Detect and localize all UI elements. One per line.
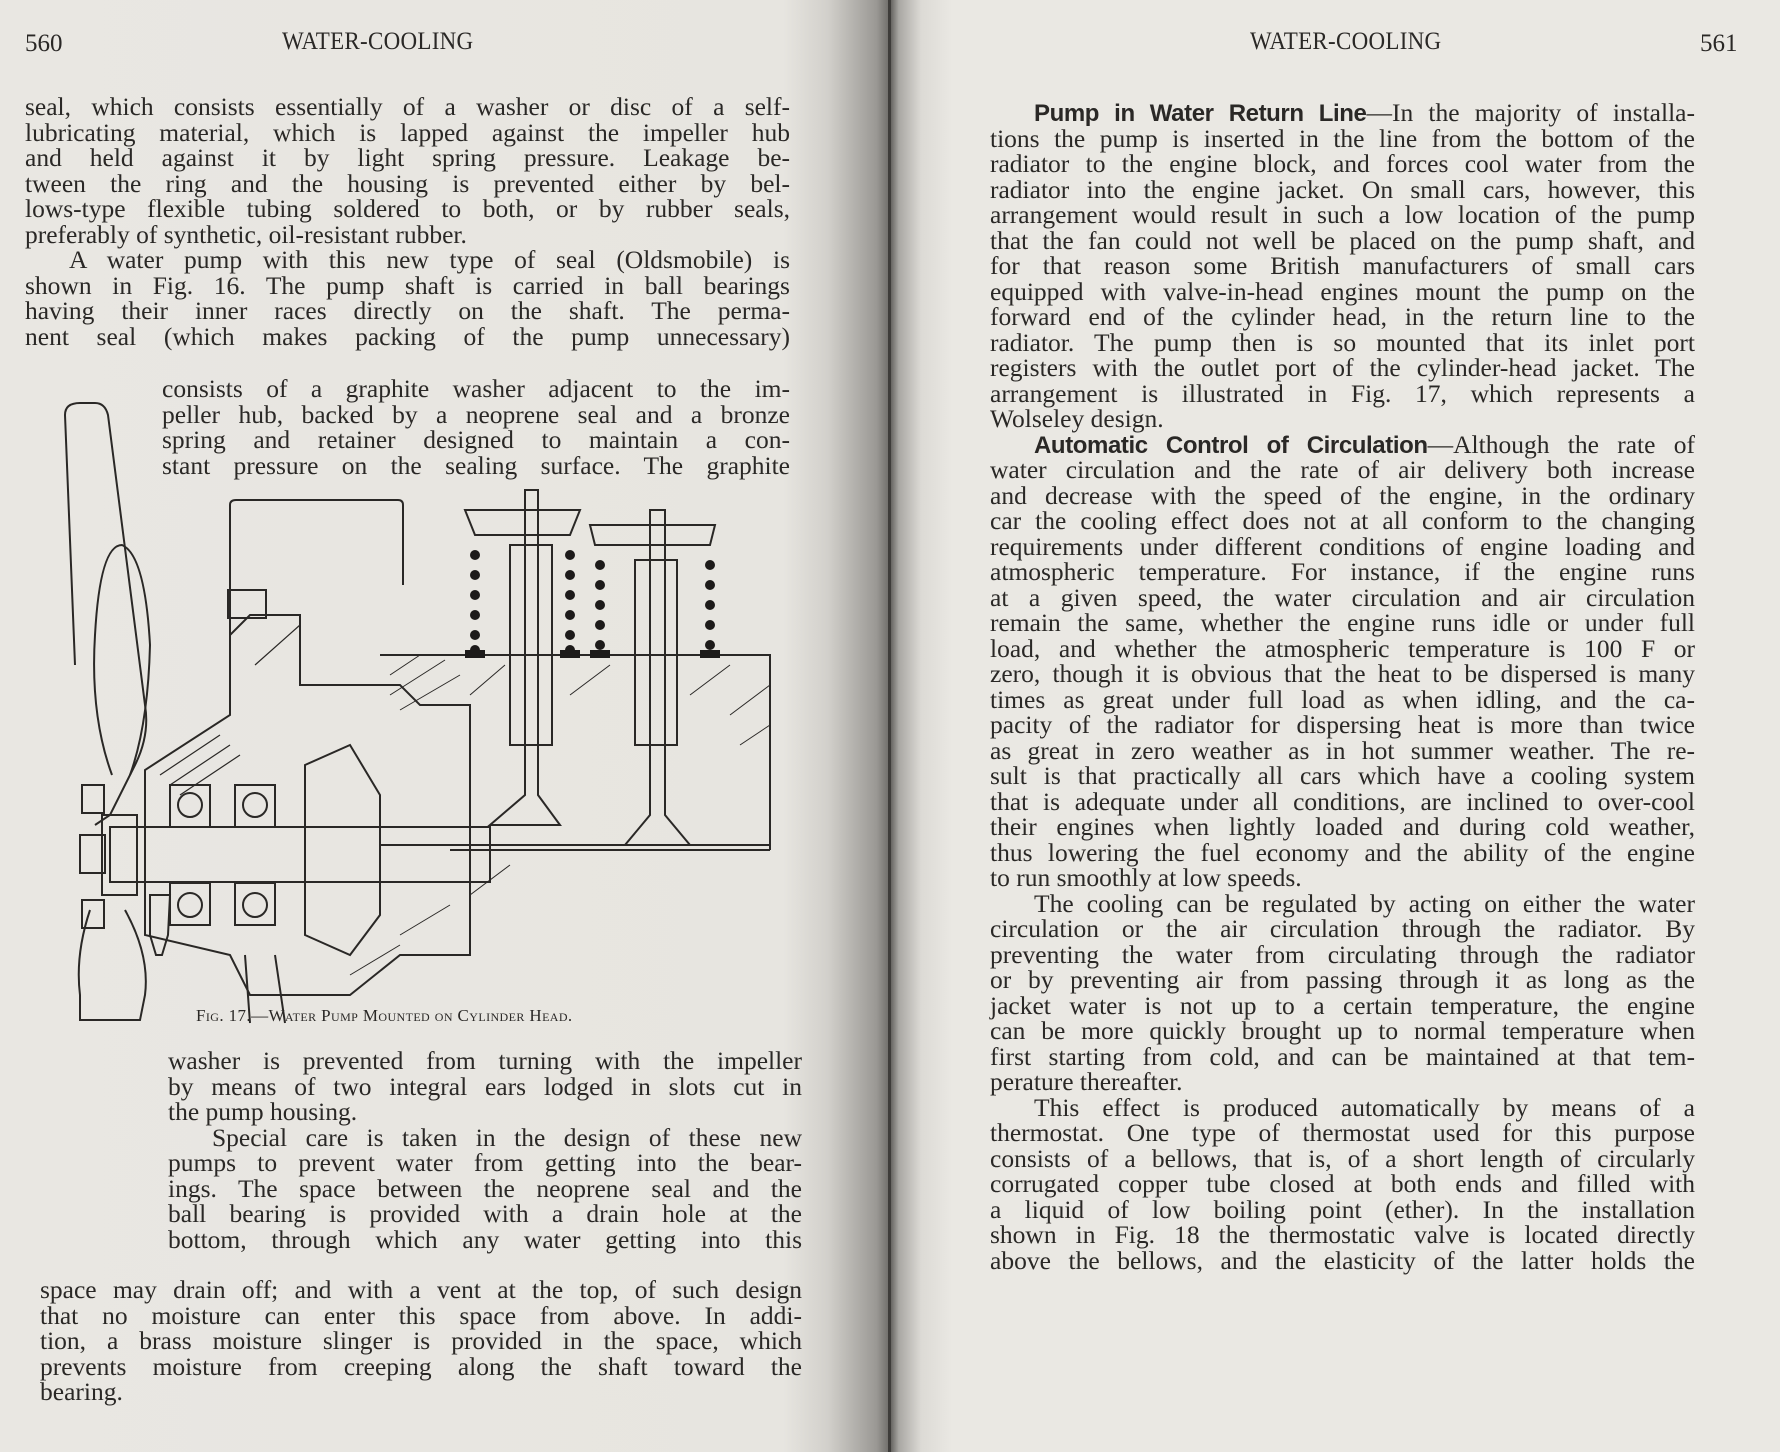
valve-springs: [465, 550, 720, 658]
valve-cap-1: [465, 510, 580, 535]
text-line: having their inner races directly on the shaft. The perma-: [25, 296, 790, 325]
text-line: ings. The space between the neoprene seal and the: [168, 1173, 802, 1203]
running-head: WATER-COOLING: [1250, 28, 1442, 55]
text-line: by means of two integral ears lodged in slots cut in: [168, 1071, 802, 1101]
text-line: above the bellows, and the elasticity of the latter holds the: [990, 1245, 1695, 1275]
text-line: that the fan could not well be placed on the pump shaft, and: [990, 225, 1695, 255]
pump-housing: [145, 615, 470, 995]
text-line: lows-type flexible tubing soldered to both, or by rubber seals,: [25, 194, 790, 223]
text-line: radiator. The pump then is so mounted that its inlet port: [990, 327, 1695, 357]
text-line: seal, which consists essentially of a washer or disc of a self-: [25, 92, 790, 121]
left-text-bottom: [40, 1277, 802, 1405]
text-line: to run smoothly at low speeds.: [990, 863, 1302, 892]
valve-cap-2: [590, 525, 715, 545]
right-page: [890, 0, 1780, 1452]
text-line: as great in zero weather as in hot summer weather. The re-: [990, 735, 1695, 765]
text-run: —Although the rate of: [1427, 429, 1695, 459]
bearing-race: [170, 883, 210, 925]
bearing-race: [235, 883, 275, 925]
text-line: atmospheric temperature. For instance, if the engine runs: [990, 557, 1695, 586]
bearing-ball: [178, 793, 202, 817]
section-hatching: [350, 655, 770, 975]
text-line: jacket water is not up to a certain temperature, the engine: [990, 990, 1695, 1020]
text-line: arrangement is illustrated in Fig. 17, which represents a: [990, 378, 1695, 408]
text-line: pacity of the radiator for dispersing heat is more than twice: [990, 710, 1695, 739]
valve-guide-1: [510, 545, 552, 745]
valve-guide-2: [635, 560, 677, 745]
page-number: 561: [1700, 30, 1738, 57]
bolt-head: [228, 590, 266, 618]
text-line: and decrease with the speed of the engine, in the ordinary: [990, 480, 1695, 510]
section-heading: Automatic Control of Circulation: [1034, 431, 1428, 459]
valve-stem-1: [490, 490, 560, 825]
bearing-race: [170, 785, 210, 827]
text-line: and held against it by light spring pressure. Leakage be-: [25, 143, 790, 172]
text-line: arrangement would result in such a low location of the pump: [990, 200, 1695, 229]
cylinder-head: [380, 655, 770, 845]
text-line: pumps to prevent water from getting into the bear-: [168, 1148, 802, 1177]
text-line: radiator to the engine block, and forces cool water from the: [990, 149, 1695, 178]
left-text-top: [25, 94, 790, 349]
text-line: for that reason some British manufacturers of small cars: [990, 251, 1695, 280]
text-line: that no moisture can enter this space from above. In addi-: [40, 1300, 802, 1330]
figure-caption: Fig. 17.—Water Pump Mounted on Cylinder Head.: [196, 1006, 573, 1025]
book-gutter: [888, 0, 891, 1452]
text-line: This effect is produced automatically by means of a: [1034, 1092, 1695, 1122]
text-line: perature thereafter.: [990, 1067, 1183, 1096]
text-line: a liquid of low boiling point (ether). In the installation: [990, 1194, 1695, 1224]
text-line: Special care is taken in the design of these new: [212, 1122, 802, 1152]
section-heading: Pump in Water Return Line: [1034, 100, 1367, 127]
text-line: preventing the water from circulating through the radiator: [990, 939, 1695, 969]
text-line: equipped with valve-in-head engines mount the pump on the: [990, 276, 1695, 306]
text-line: their engines when lightly loaded and during cold weather,: [990, 812, 1695, 841]
text-line: times as great under full load as when idling, and the ca-: [990, 684, 1695, 714]
text-line: spring and retainer designed to maintain a con-: [162, 425, 790, 454]
text-line: thermostat. One type of thermostat used for this purpose: [990, 1118, 1695, 1147]
text-line: at a given speed, the water circulation and air circulation: [990, 582, 1695, 612]
text-line: ball bearing is provided with a drain hole at the: [168, 1199, 802, 1228]
text-line: shown in Fig. 16. The pump shaft is carried in ball bearings: [25, 270, 790, 300]
text-line: bearing.: [40, 1377, 123, 1406]
bearing-race: [235, 785, 275, 827]
text-line: lubricating material, which is lapped against the impeller hub: [25, 117, 790, 147]
text-line: the pump housing.: [168, 1097, 358, 1126]
right-text: [990, 100, 1695, 1273]
cylinder-head-lower: [450, 845, 770, 850]
text-line: bottom, through which any water getting into this: [168, 1224, 802, 1254]
text-line: radiator into the engine jacket. On small cars, however, this: [990, 174, 1695, 204]
text-line: registers with the outlet port of the cylinder-head jacket. The: [990, 353, 1695, 382]
left-text-wrap-2: [168, 1048, 802, 1252]
text-line: sult is that practically all cars which have a cooling system: [990, 761, 1695, 790]
text-line: that is adequate under all conditions, are inclined to over-cool: [990, 786, 1695, 816]
text-line: zero, though it is obvious that the heat to be dispersed is many: [990, 659, 1695, 688]
text-line: nent seal (which makes packing of the pump unnecessary): [25, 321, 790, 351]
text-line: [990, 429, 1695, 459]
text-line: space may drain off; and with a vent at the top, of such design: [40, 1275, 802, 1304]
text-line: or by preventing air from passing through it as long as the: [990, 965, 1695, 994]
bearing-ball: [178, 893, 202, 917]
running-head: WATER-COOLING: [282, 28, 474, 55]
text-line: consists of a graphite washer adjacent to the im-: [162, 374, 790, 403]
text-line: shown in Fig. 18 the thermostatic valve is located directly: [990, 1220, 1695, 1249]
text-line: preferably of synthetic, oil-resistant rubber.: [25, 219, 467, 249]
text-line: thus lowering the fuel economy and the ability of the engine: [990, 837, 1695, 867]
text-line: consists of a bellows, that is, of a short length of circularly: [990, 1143, 1695, 1173]
page-number: 560: [25, 30, 63, 57]
text-line: A water pump with this new type of seal (Oldsmobile) is: [69, 245, 790, 274]
text-line: stant pressure on the sealing surface. The graphite: [162, 450, 790, 480]
text-run: —In the majority of installa-: [1366, 98, 1695, 127]
impeller: [305, 745, 380, 955]
fan-blade-upper-inner: [94, 545, 150, 775]
text-line: tions the pump is inserted in the line from the bottom of the: [990, 123, 1695, 153]
text-line: tween the ring and the housing is prevented either by bel-: [25, 168, 790, 198]
text-line: load, and whether the atmospheric temperature is 100 F or: [990, 633, 1695, 663]
grease-nipple: [150, 895, 170, 955]
pump-shaft: [110, 827, 490, 882]
bearing-ball: [243, 793, 267, 817]
text-line: water circulation and the rate of air delivery both increase: [990, 455, 1695, 484]
text-line: peller hub, backed by a neoprene seal and a bronze: [162, 399, 790, 429]
text-line: washer is prevented from turning with the impeller: [168, 1046, 802, 1075]
text-line: [990, 100, 1695, 126]
text-line: remain the same, whether the engine runs idle or under full: [990, 608, 1695, 637]
fan-blade-lower: [79, 910, 146, 1020]
text-line: The cooling can be regulated by acting on either the water: [1034, 888, 1695, 918]
fan-hub-nut-top: [82, 785, 104, 813]
text-line: circulation or the air circulation through the radiator. By: [990, 914, 1695, 943]
figure-water-pump-diagram: [50, 395, 810, 1025]
text-line: prevents moisture from creeping along the shaft toward the: [40, 1351, 802, 1381]
text-line: corrugated copper tube closed at both ends and filled with: [990, 1169, 1695, 1198]
text-line: forward end of the cylinder head, in the return line to the: [990, 302, 1695, 331]
text-line: can be more quickly brought up to normal temperature when: [990, 1016, 1695, 1045]
text-line: Wolseley design.: [990, 404, 1164, 433]
text-line: requirements under different conditions of engine loading and: [990, 531, 1695, 561]
text-line: first starting from cold, and can be maintained at that tem-: [990, 1041, 1695, 1071]
text-line: tion, a brass moisture slinger is provided in the space, which: [40, 1326, 802, 1355]
generator-housing: [230, 500, 403, 642]
bearing-ball: [243, 893, 267, 917]
text-line: car the cooling effect does not at all conform to the changing: [990, 506, 1695, 535]
